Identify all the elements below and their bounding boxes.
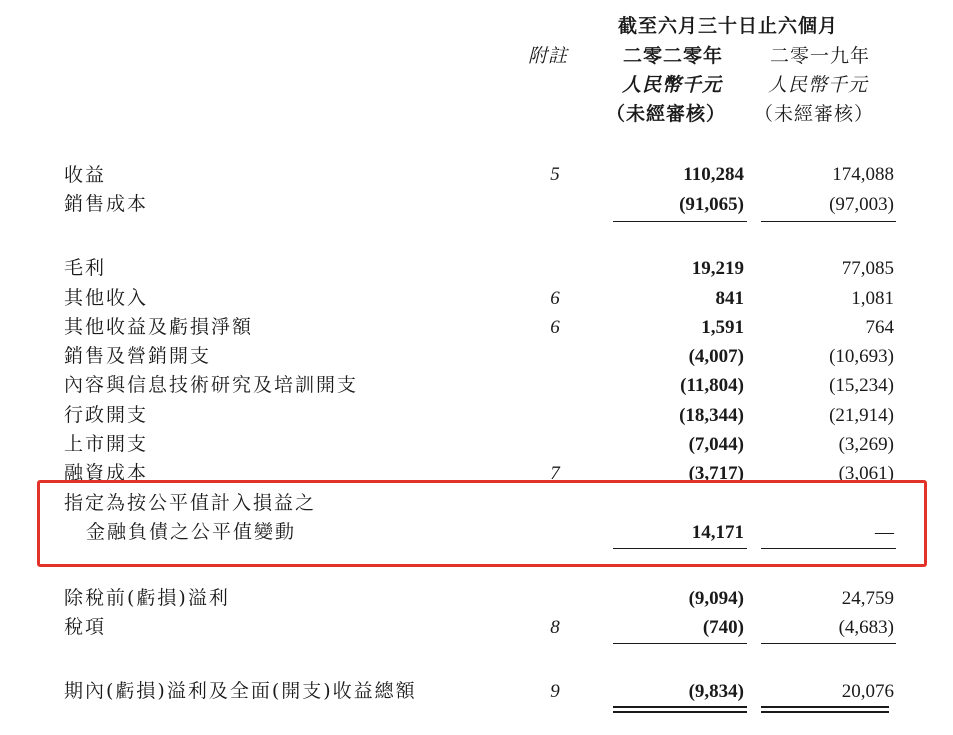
row-note-finance-costs: 7 <box>550 463 560 483</box>
row-value-2020-gross-profit: 19,219 <box>691 258 744 279</box>
row-label-admin-expenses: 行政開支 <box>64 404 149 426</box>
subtotal-rule <box>613 221 747 222</box>
subtotal-rule <box>761 643 896 644</box>
subtotal-rule <box>761 221 896 222</box>
row-value-2020-content-rd-expenses: (11,804) <box>680 375 744 396</box>
row-value-2019-gross-profit: 77,085 <box>841 258 894 279</box>
row-value-2020-admin-expenses: (18,344) <box>679 405 744 426</box>
row-value-2020-cost-of-sales: (91,065) <box>679 194 744 215</box>
row-value-2019-other-gains: 764 <box>865 317 894 338</box>
unit-2020-heading: 人民幣千元 <box>622 74 723 96</box>
row-label-content-rd-expenses: 內容與信息技術研究及培訓開支 <box>64 374 359 396</box>
row-value-2019-revenue: 174,088 <box>832 164 894 185</box>
row-value-2020-revenue: 110,284 <box>683 164 744 185</box>
row-value-2020-profit-before-tax: (9,094) <box>688 588 744 609</box>
row-value-2019-profit-before-tax: 24,759 <box>841 588 894 609</box>
period-heading: 截至六月三十日止六個月 <box>618 15 839 37</box>
row-label-profit-before-tax: 除稅前(虧損)溢利 <box>64 587 230 609</box>
row-value-2019-tax: (4,683) <box>838 617 894 638</box>
total-double-rule <box>613 706 747 713</box>
row-value-2020-finance-costs: (3,717) <box>688 463 744 483</box>
row-label-revenue: 收益 <box>64 164 107 186</box>
subtotal-rule <box>613 643 747 644</box>
row-label-other-income: 其他收入 <box>64 287 149 309</box>
row-value-2019-other-income: 1,081 <box>851 288 894 309</box>
row-note-total-comprehensive: 9 <box>550 681 560 702</box>
row-value-2019-total-comprehensive: 20,076 <box>841 681 894 702</box>
audit-2019-heading: （未經審核） <box>754 103 875 125</box>
unit-2019-heading: 人民幣千元 <box>768 74 869 96</box>
row-label-listing-expenses: 上市開支 <box>64 433 149 455</box>
row-value-2019-fv-change: — <box>875 522 894 543</box>
row-value-2019-selling-expenses: (10,693) <box>829 346 894 367</box>
row-label-gross-profit: 毛利 <box>64 257 107 279</box>
row-value-2020-other-income: 841 <box>715 288 744 309</box>
row-label-cost-of-sales: 銷售成本 <box>64 193 149 215</box>
row-label-tax: 稅項 <box>64 616 107 638</box>
row-value-2020-tax: (740) <box>702 617 744 638</box>
row-value-2019-cost-of-sales: (97,003) <box>829 194 894 215</box>
audit-2020-heading: （未經審核） <box>606 103 727 125</box>
year-2019-heading: 二零一九年 <box>770 45 871 67</box>
row-value-2019-finance-costs: (3,061) <box>838 463 894 483</box>
row-value-2020-other-gains: 1,591 <box>701 317 744 338</box>
row-label-selling-expenses: 銷售及營銷開支 <box>64 345 212 367</box>
row-label-total-comprehensive: 期內(虧損)溢利及全面(開支)收益總額 <box>64 680 417 702</box>
row-note-tax: 8 <box>550 617 560 638</box>
row-value-2019-admin-expenses: (21,914) <box>829 405 894 426</box>
row-value-2020-fv-change: 14,171 <box>691 522 744 543</box>
row-value-2019-listing-expenses: (3,269) <box>838 434 894 455</box>
row-label-other-gains: 其他收益及虧損淨額 <box>64 316 254 338</box>
row-note-revenue: 5 <box>550 164 560 185</box>
row-value-2020-listing-expenses: (7,044) <box>688 434 744 455</box>
row-label-fv-change-line2: 金融負債之公平值變動 <box>86 521 297 543</box>
year-2020-heading: 二零二零年 <box>623 45 724 67</box>
row-value-2020-selling-expenses: (4,007) <box>688 346 744 367</box>
row-value-2019-content-rd-expenses: (15,234) <box>829 375 894 396</box>
row-value-2020-total-comprehensive: (9,834) <box>688 681 744 702</box>
row-note-other-gains: 6 <box>550 317 560 338</box>
row-label-finance-costs: 融資成本 <box>64 462 149 483</box>
total-double-rule <box>761 706 889 713</box>
row-note-other-income: 6 <box>550 288 560 309</box>
note-column-heading: 附註 <box>528 45 569 67</box>
row-label-fv-change-line1: 指定為按公平值計入損益之 <box>64 492 317 514</box>
highlight-box <box>37 480 927 567</box>
